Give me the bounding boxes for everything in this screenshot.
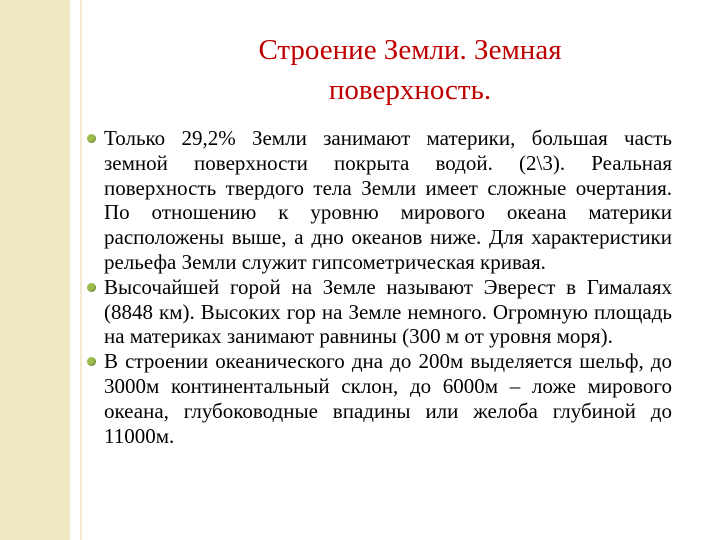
- bullet-text: Высочайшей горой на Земле называют Эверест в Гималаях (8848 км). Высоких гор на Земле немного. Огромную площадь на материках занимают равнины (300 м от уровня моря).: [104, 274, 672, 349]
- decorative-side-band: [0, 0, 70, 540]
- bullet-dot-icon: [87, 357, 96, 366]
- bullet-list: [104, 126, 672, 448]
- slide-title-line-1: Строение Земли. Земная: [258, 34, 562, 66]
- slide-title-line-2: поверхность.: [328, 74, 492, 106]
- decorative-side-line: [80, 0, 82, 540]
- bullet-item: [104, 349, 672, 448]
- bullet-dot-icon: [87, 134, 96, 143]
- bullet-item: [104, 126, 672, 275]
- bullet-item: [104, 275, 672, 349]
- bullet-text: В строении океанического дна до 200м выделяется шельф, до 3000м континентальный склон, до 6000м – ложе мирового океана, глубоководные впадины или желоба глубиной до 11000м.: [104, 349, 672, 448]
- bullet-dot-icon: [87, 283, 96, 292]
- slide-title: [110, 30, 710, 110]
- bullet-text: Только 29,2% Земли занимают материки, большая часть земной поверхности покрыта водой. (2\3). Реальная поверхность твердого тела Земли имеет сложные очертания. По отношению к уровню мирового океана материки расположены выше, а дно океанов ниже. Для характеристики рельефа Земли служит гипсометрическая кривая.: [104, 126, 672, 274]
